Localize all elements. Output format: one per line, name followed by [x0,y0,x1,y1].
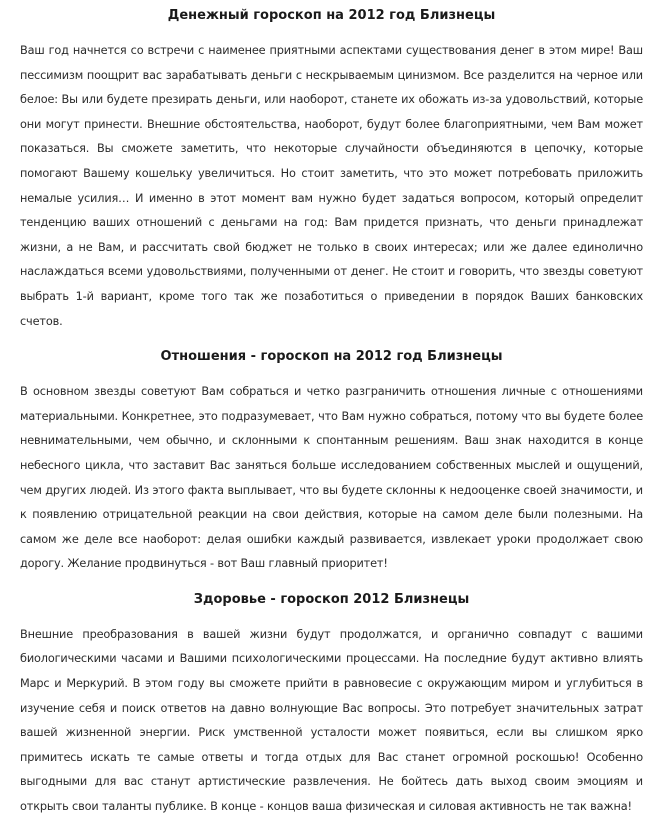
section-body-health: Внешние преобразования в вашей жизни будут продолжатся, и органично совпадут с вашими биологическими часами и Вашими психологическими процессами. На последние будут активно влиять Марс и Меркурий. В этом году вы сможете прийти в равновесие с окружающим миром и углубиться в изучение себя и поиск ответов на давно волнующие Вас вопросы. Это потребует значительных затрат вашей жизненной энергии. Риск умственной усталости может появиться, если вы слишком ярко примитесь искать те самые ответы и тогда отдых для Вас станет огромной роскошью! Особенно выгодными для вас станут артистические развлечения. Не бойтесь дать выход своим эмоциям и открыть свои таланты публике. В конце - концов ваша физическая и силовая активность не так важна! [20,627,643,814]
section-money [20,3,643,334]
section-health [20,587,643,820]
section-title-money: Денежный гороскоп на 2012 год Близнецы [167,8,496,23]
section-body-money: Ваш год начнется со встречи с наименее приятными аспектами существования денег в этом мире! Ваш пессимизм поощрит вас зарабатывать деньги с нескрываемым цинизмом. Все разделится на черное или белое: Вы или будете презирать деньги, или наоборот, станете их обожать из-за удовольствий, которые они могут принести. Внешние обстоятельства, наоборот, будут более благоприятными, чем Вам может показаться. Вы сможете заметить, что некоторые случайности объединяются в цепочку, которые помогают Вашему кошельку увеличиться. Но стоит заметить, что это может потребовать приложить немалые усилия… И именно в этот момент вам нужно будет задаться вопросом, который определит тенденцию ваших отношений с деньгами на год: Вам придется признать, что деньги принадлежат жизни, а не Вам, и рассчитать свой бюджет не только в своих интересах; или же далее единолично наслаждаться всеми удовольствиями, полученными от денег. Не стоит и говорить, что звезды советуют выбрать 1-й вариант, кроме того так же позаботиться о приведении в порядок Ваших банковских счетов. [20,44,643,328]
section-relationships [20,344,643,577]
section-body-relationships: В основном звезды советуют Вам собраться и четко разграничить отношения личные с отношениями материальными. Конкретнее, это подразумевает, что Вам нужно собраться, потому что вы будете более невнимательными, чем обычно, и склонными к спонтанным решениям. Ваш знак находится в конце небесного цикла, что заставит Вас заняться больше исследованием собственных мыслей и ощущений, чем других людей. Из этого факта выплывает, что вы будете склонны к недооценке своей значимости, и к появлению отрицательной реакции на свои действия, которые на самом деле были полезными. На самом же деле все наоборот: делая ошибки каждый развивается, извлекает уроки продолжает свою дорогу. Желание продвинуться - вот Ваш главный приоритет! [20,385,643,571]
section-title-relationships: Отношения - гороскоп на 2012 год Близнецы [160,349,503,365]
section-title-health: Здоровье - гороскоп 2012 Близнецы [193,591,470,607]
